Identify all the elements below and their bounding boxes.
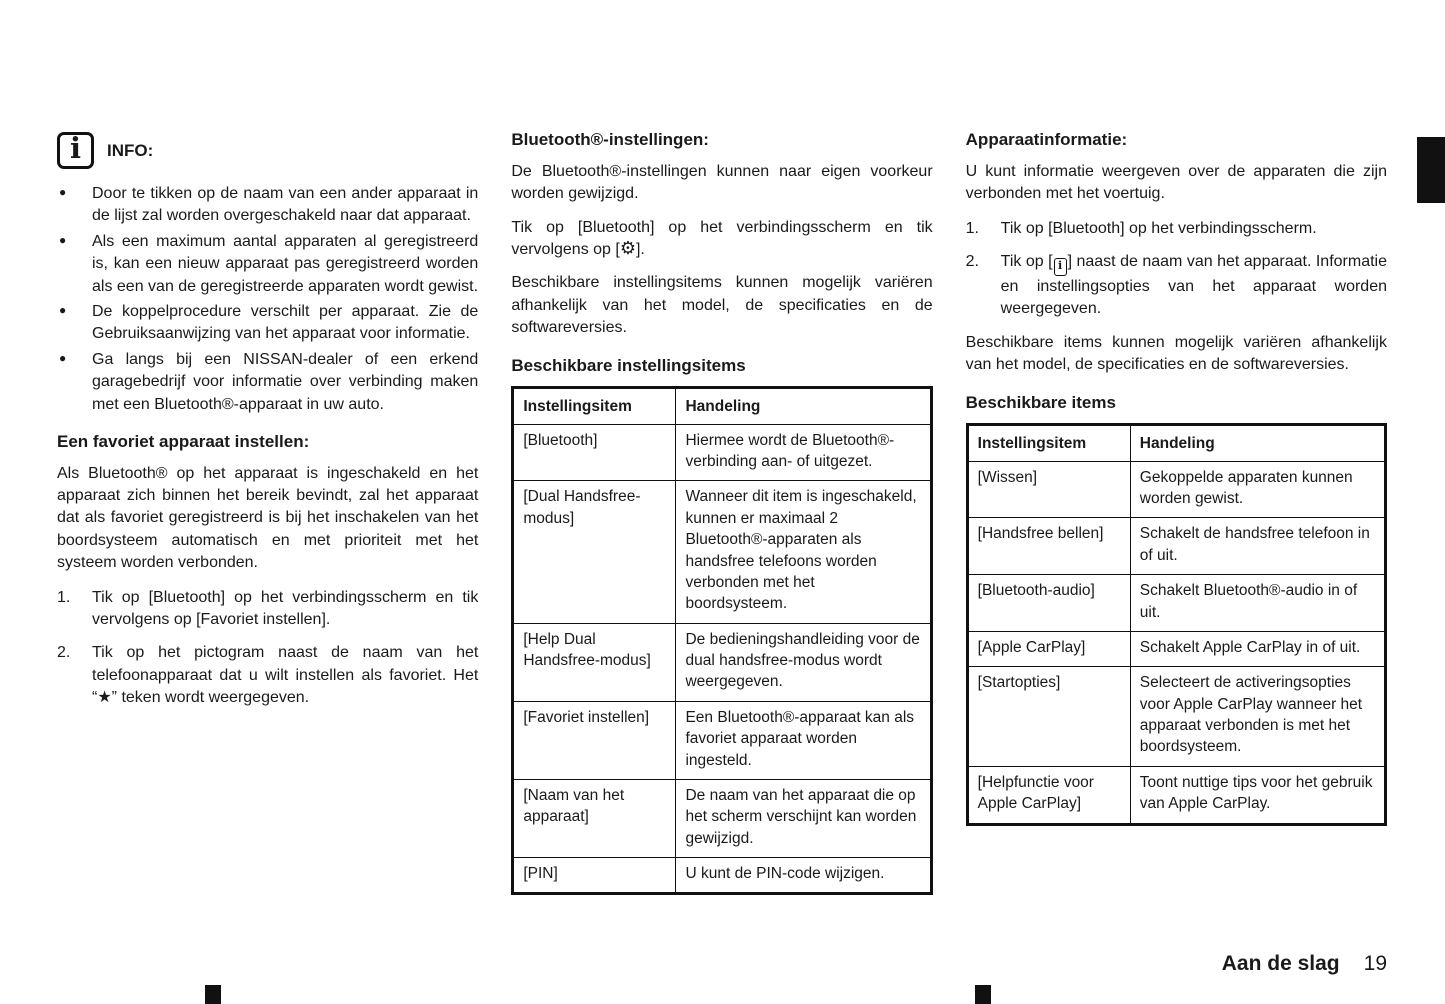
step-number: 1. xyxy=(57,588,71,606)
info-header xyxy=(57,132,478,169)
table-row xyxy=(513,623,931,701)
bluetooth-settings-heading: Bluetooth®-instellingen: xyxy=(511,130,709,149)
device-info-icon-glyph: i xyxy=(1057,258,1063,272)
action-cell: De bedieningshandleiding voor de dual handsfree-modus wordt weergegeven. xyxy=(676,623,931,701)
action-cell: Gekoppelde apparaten kunnen worden gewist. xyxy=(1130,461,1385,518)
action-cell: De naam van het apparaat die op het scherm verschijnt kan worden gewijzigd. xyxy=(676,779,931,857)
step-text: Tik op [Bluetooth] op het verbindingsscherm. xyxy=(1000,219,1317,237)
crop-mark-right xyxy=(975,985,991,1004)
setting-item-cell: [Bluetooth-audio] xyxy=(967,575,1130,632)
column-middle xyxy=(511,126,932,895)
step-item xyxy=(57,587,478,632)
bullet-item xyxy=(57,301,478,346)
bullet-text: Als een maximum aantal apparaten al geregistreerd is, kan een nieuw apparaat pas geregistreerd worden als een van de geregistreerde apparaten wordt gewist. xyxy=(92,232,479,295)
bullet-text: Ga langs bij een NISSAN-dealer of een erkend garagebedrijf voor informatie over verbinding maken met een Bluetooth®-apparaat in uw auto. xyxy=(92,350,479,413)
bluetooth-settings-table xyxy=(511,386,932,895)
paragraph: Beschikbare items kunnen mogelijk variëren afhankelijk van het model, de specificaties en de softwareversies. xyxy=(965,333,1387,374)
setting-item-cell: [Handsfree bellen] xyxy=(967,518,1130,575)
table-header-cell: Instellingsitem xyxy=(967,425,1130,461)
info-icon-glyph: i xyxy=(69,131,82,165)
table-row xyxy=(967,518,1385,575)
favorite-device-heading: Een favoriet apparaat instellen: xyxy=(57,431,310,451)
paragraph: U kunt informatie weergeven over de apparaten die zijn verbonden met het voertuig. xyxy=(965,162,1387,203)
info-heading: INFO: xyxy=(107,140,154,160)
action-cell: Schakelt Bluetooth®-audio in of uit. xyxy=(1130,575,1385,632)
table-row xyxy=(967,766,1385,824)
bullet-item xyxy=(57,349,478,416)
bullet-item xyxy=(57,231,478,298)
step-item xyxy=(57,642,478,709)
footer-page-number: 19 xyxy=(1363,952,1387,975)
table-row xyxy=(513,779,931,857)
setting-item-cell: [Bluetooth] xyxy=(513,424,676,481)
bullet-text: Door te tikken op de naam van een ander apparaat in de lijst zal worden overgeschakeld naar dat apparaat. xyxy=(92,185,479,225)
column-right xyxy=(966,126,1387,895)
table-row xyxy=(513,481,931,623)
step-number: 1. xyxy=(965,219,979,237)
bullet-dot-icon: ● xyxy=(59,232,67,247)
step-text-segment: ] naast de naam van het apparaat. Informatie en instellingsopties van het apparaat worden weergegeven. xyxy=(1000,252,1387,318)
bullet-item xyxy=(57,183,478,228)
bullet-dot-icon: ● xyxy=(59,350,67,365)
info-bullet-list xyxy=(57,183,478,416)
page-columns xyxy=(57,126,1387,895)
gear-icon: ⚙ xyxy=(619,237,636,258)
paragraph: Beschikbare instellingsitems kunnen mogelijk variëren afhankelijk van het model, de specificaties en de softwareversies. xyxy=(511,274,933,337)
column-left xyxy=(57,126,478,895)
table-header-cell: Handeling xyxy=(676,388,931,424)
setting-item-cell: [Dual Handsfree-modus] xyxy=(513,481,676,623)
table-row xyxy=(513,858,931,894)
table-row xyxy=(967,575,1385,632)
setting-item-cell: [Startopties] xyxy=(967,667,1130,767)
action-cell: Wanneer dit item is ingeschakeld, kunnen er maximaal 2 Bluetooth®-apparaten als handsfree telefoons worden verbonden met het boordsysteem. xyxy=(676,481,931,623)
step-text-segment: Tik op [ xyxy=(1000,252,1053,270)
settings-table-title: Beschikbare instellingsitems xyxy=(511,355,746,375)
setting-item-cell: [Apple CarPlay] xyxy=(967,631,1130,666)
device-items-table xyxy=(966,423,1387,825)
bullet-dot-icon: ● xyxy=(59,185,67,199)
table-row xyxy=(967,667,1385,767)
table-header-row xyxy=(967,425,1385,461)
paragraph: De Bluetooth®-instellingen kunnen naar eigen voorkeur worden gewijzigd. xyxy=(511,162,933,203)
device-info-icon xyxy=(1054,258,1067,276)
table-row xyxy=(513,424,931,481)
paragraph-text: ]. xyxy=(635,240,645,258)
action-cell: Toont nuttige tips voor het gebruik van Apple CarPlay. xyxy=(1130,766,1385,824)
setting-item-cell: [Wissen] xyxy=(967,461,1130,518)
action-cell: Schakelt de handsfree telefoon in of uit. xyxy=(1130,518,1385,575)
step-text: Tik op [Bluetooth] op het verbindingsscherm en tik vervolgens op [Favoriet instellen]. xyxy=(92,588,479,629)
setting-item-cell: [Help Dual Handsfree-modus] xyxy=(513,623,676,701)
items-table-title: Beschikbare items xyxy=(965,392,1116,412)
action-cell: Schakelt Apple CarPlay in of uit. xyxy=(1130,631,1385,666)
paragraph-text: Tik op [Bluetooth] op het verbindingsscherm en tik vervolgens op [ xyxy=(511,218,933,258)
favorite-device-intro: Als Bluetooth® op het apparaat is ingeschakeld en het apparaat zich binnen het bereik bevindt, zal het apparaat dat als favoriet geregistreerd is bij het inschakelen van het boordsysteem automatisch en met prioriteit met het systeem worden verbonden. xyxy=(57,464,479,572)
step-number: 2. xyxy=(965,252,979,270)
favorite-steps-list xyxy=(57,587,478,710)
table-row xyxy=(967,631,1385,666)
setting-item-cell: [Favoriet instellen] xyxy=(513,701,676,779)
table-row xyxy=(967,461,1385,518)
action-cell: Hiermee wordt de Bluetooth®-verbinding aan- of uitgezet. xyxy=(676,424,931,481)
section-edge-tab xyxy=(1417,137,1445,203)
crop-mark-left xyxy=(205,985,221,1004)
bullet-dot-icon: ● xyxy=(59,302,67,317)
table-row xyxy=(513,701,931,779)
info-icon xyxy=(57,132,94,169)
setting-item-cell: [PIN] xyxy=(513,858,676,894)
table-header-cell: Handeling xyxy=(1130,425,1385,461)
setting-item-cell: [Helpfunctie voor Apple CarPlay] xyxy=(967,766,1130,824)
step-text xyxy=(1001,251,1387,321)
device-info-heading: Apparaatinformatie: xyxy=(965,130,1128,149)
table-header-row xyxy=(513,388,931,424)
action-cell: Een Bluetooth®-apparaat kan als favoriet apparaat worden ingesteld. xyxy=(676,701,931,779)
step-item xyxy=(966,218,1387,240)
page-footer xyxy=(1222,949,1387,978)
setting-item-cell: [Naam van het apparaat] xyxy=(513,779,676,857)
device-info-steps-list xyxy=(966,218,1387,321)
footer-section-label: Aan de slag xyxy=(1221,952,1340,975)
step-number: 2. xyxy=(57,644,71,662)
table-header-cell: Instellingsitem xyxy=(513,388,676,424)
step-text: Tik op het pictogram naast de naam van het telefoonapparaat dat u wilt instellen als favoriet. Het “★” teken wordt weergegeven. xyxy=(92,644,479,707)
step-item xyxy=(966,251,1387,321)
action-cell: U kunt de PIN-code wijzigen. xyxy=(676,858,931,894)
action-cell: Selecteert de activeringsopties voor Apple CarPlay wanneer het apparaat verbonden is met het boordsysteem. xyxy=(1130,667,1385,767)
bullet-text: De koppelprocedure verschilt per apparaat. Zie de Gebruiksaanwijzing van het apparaat voor informatie. xyxy=(92,302,479,343)
paragraph xyxy=(511,217,932,262)
